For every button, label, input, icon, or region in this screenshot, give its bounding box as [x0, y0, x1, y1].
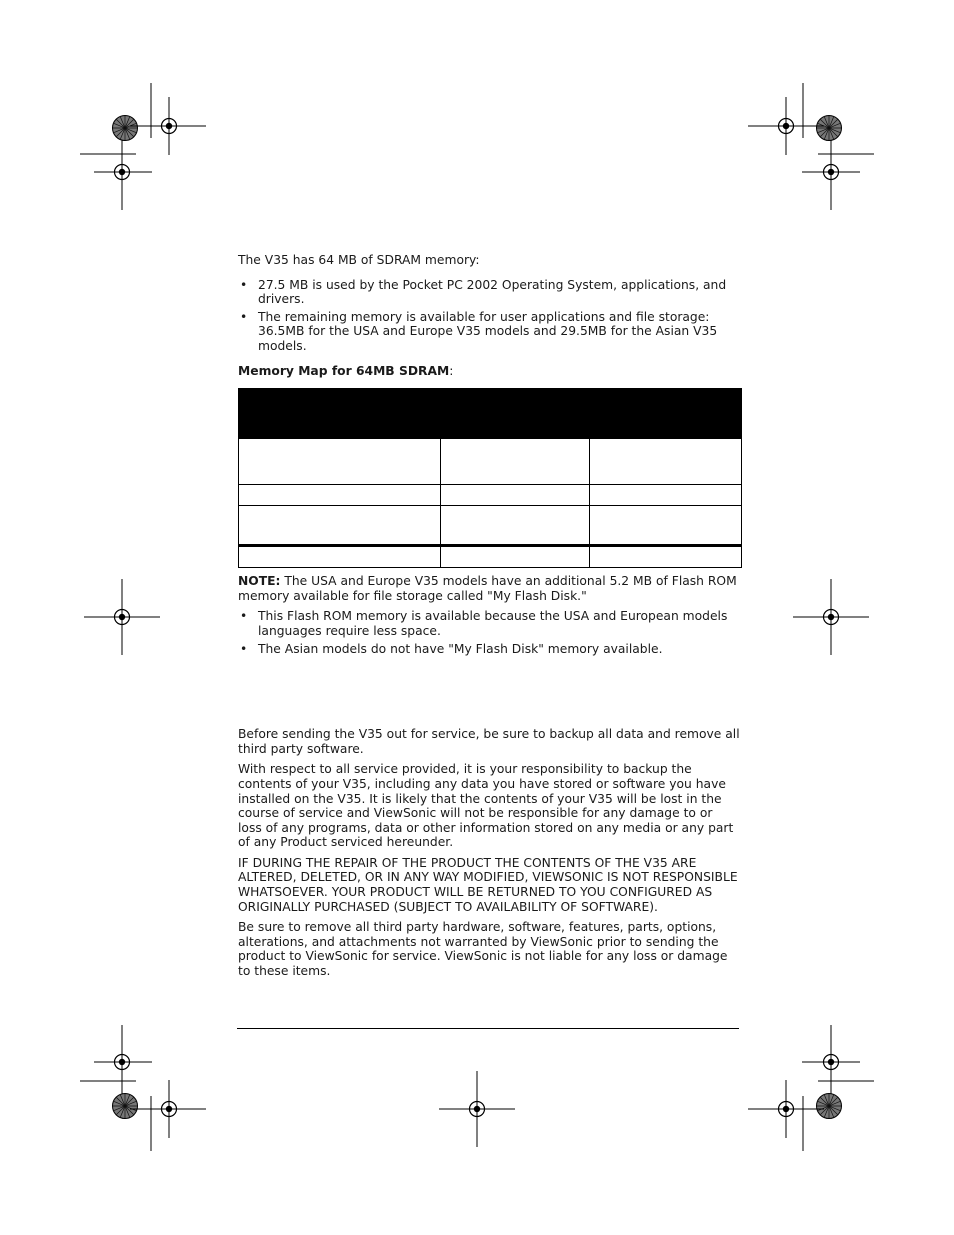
crosshair-top-left-b	[80, 140, 152, 210]
table-cell	[239, 439, 441, 485]
table-cell	[441, 546, 590, 568]
service-paragraph: IF DURING THE REPAIR OF THE PRODUCT THE CONTENTS OF THE V35 ARE ALTERED, DELETED, OR IN ANY WAY MODIFIED, VIEWSONIC IS NOT RESPONSIBLE WHATSOEVER. YOUR PRODUCT WILL BE RETURNED TO YOU CONFIGURED AS ORIGINALLY PURCHASED (SUBJECT TO AVAILABILITY OF SOFTWARE).	[238, 855, 738, 914]
page-content	[238, 253, 740, 985]
crosshair-bottom-left-b	[130, 1080, 206, 1151]
memory-bullet-list	[238, 278, 740, 354]
registration-burst-top-left	[113, 116, 138, 141]
registration-burst-bottom-right	[817, 1094, 842, 1119]
table-header-cell	[441, 389, 590, 439]
note-text: The USA and Europe V35 models have an additional 5.2 MB of Flash ROM memory available for file storage called "My Flash Disk."	[238, 574, 737, 603]
flash-note	[238, 574, 740, 603]
crosshair-top-left-a	[130, 83, 206, 155]
memory-map-table	[238, 388, 742, 568]
table-cell	[441, 439, 590, 485]
crosshair-bottom-right-a	[802, 1025, 874, 1097]
table-cell	[590, 546, 742, 568]
table-cell	[441, 506, 590, 546]
list-item: • This Flash ROM memory is available because the USA and European models languages require less space.	[238, 609, 740, 638]
section-spacer	[238, 666, 740, 727]
memory-map-heading-colon: :	[449, 363, 454, 378]
table-header-cell	[239, 389, 441, 439]
crosshair-top-right-b	[802, 140, 874, 210]
note-label: NOTE:	[238, 574, 281, 589]
table-row	[239, 485, 742, 506]
list-item: • 27.5 MB is used by the Pocket PC 2002 Operating System, applications, and drivers.	[238, 278, 740, 307]
table-total-row	[239, 546, 742, 568]
table-header-row	[239, 389, 742, 439]
table-cell	[441, 485, 590, 506]
table-cell	[239, 546, 441, 568]
crosshair-bottom-left-a	[80, 1025, 152, 1097]
memory-map-heading-text: Memory Map for 64MB SDRAM	[238, 363, 450, 378]
table-row	[239, 506, 742, 546]
crosshair-bottom-right-b	[748, 1080, 824, 1151]
registration-burst-top-right	[817, 116, 842, 141]
flash-bullet-list	[238, 609, 740, 656]
table-cell	[239, 485, 441, 506]
table-cell	[590, 439, 742, 485]
crosshair-middle-right	[793, 579, 869, 655]
service-paragraph: Be sure to remove all third party hardware, software, features, parts, options, alterations, and attachments not warranted by ViewSonic prior to sending the product to ViewSonic for service. ViewSonic is not liable for any loss or damage to these items.	[238, 920, 728, 979]
crosshair-middle-left	[84, 579, 160, 655]
memory-map-heading	[238, 364, 740, 379]
service-paragraph: Before sending the V35 out for service, be sure to backup all data and remove all third party software.	[238, 727, 740, 756]
table-cell	[590, 506, 742, 546]
memory-intro: The V35 has 64 MB of SDRAM memory:	[238, 253, 480, 267]
table-row	[239, 439, 742, 485]
registration-burst-bottom-left	[113, 1094, 138, 1119]
service-paragraph: With respect to all service provided, it is your responsibility to backup the contents of your V35, including any data you have stored or software you have installed on the V35. It is likely that the contents of your V35 will be lost in the course of service and ViewSonic will not be responsible for any damage to or loss of any programs, data or other information stored on any media or any part of any Product serviced hereunder.	[238, 762, 734, 850]
crosshair-bottom-center	[439, 1071, 515, 1147]
crosshair-top-right-a	[748, 83, 824, 155]
table-cell	[590, 485, 742, 506]
table-cell	[239, 506, 441, 546]
list-item: • The Asian models do not have "My Flash Disk" memory available.	[238, 642, 740, 657]
footer-rule	[237, 1028, 739, 1029]
table-header-cell	[590, 389, 742, 439]
list-item: • The remaining memory is available for user applications and file storage: 36.5MB for the USA and Europe V35 models and 29.5MB for the Asian V35 models.	[238, 310, 740, 354]
